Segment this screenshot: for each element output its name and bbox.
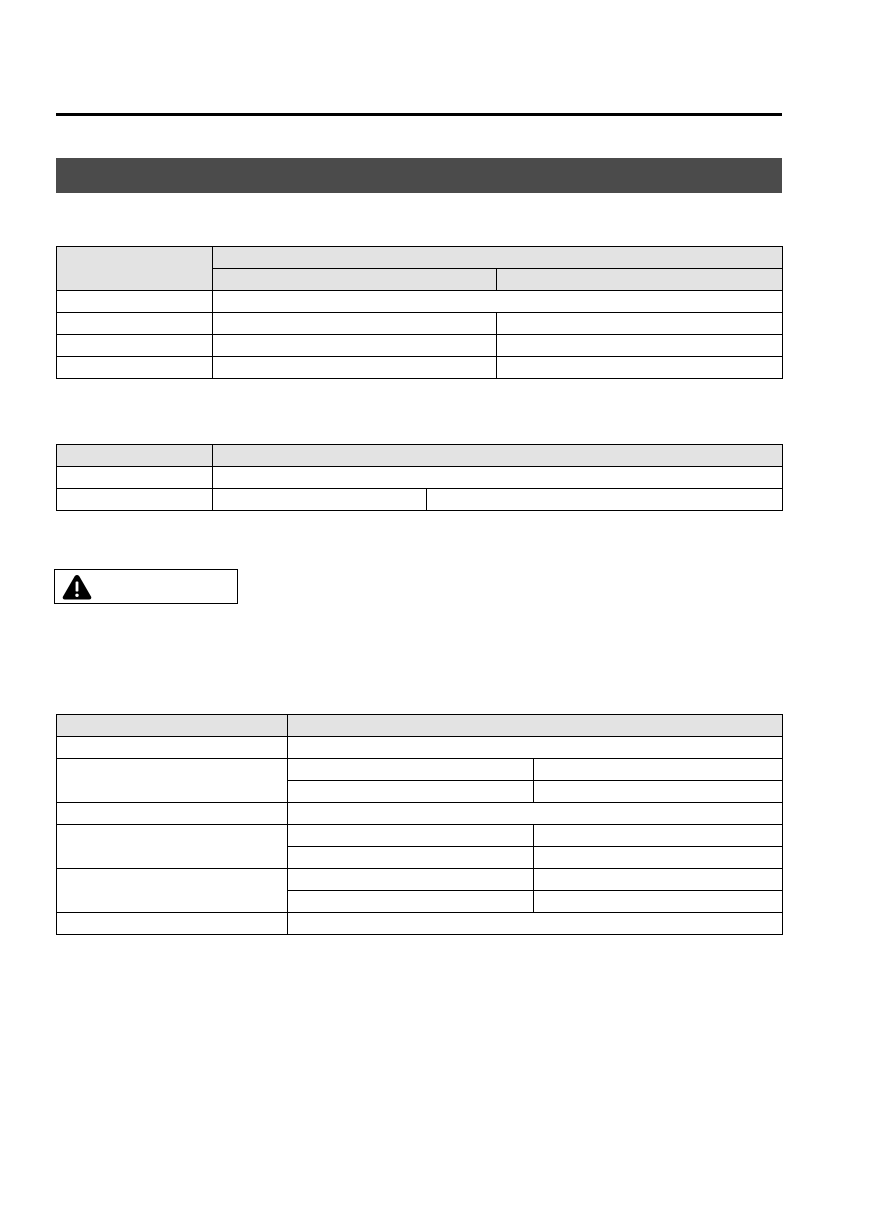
table-cell — [534, 781, 783, 803]
table-cell — [213, 357, 497, 379]
table-row — [57, 467, 783, 489]
table-row — [57, 759, 783, 781]
table-cell — [57, 357, 213, 379]
table-cell — [57, 869, 288, 913]
table-row — [57, 737, 783, 759]
warning-label — [54, 569, 238, 604]
spec-table-1 — [56, 246, 783, 379]
table-header-row — [57, 715, 783, 737]
table-header-cell — [497, 269, 783, 291]
table-cell — [288, 759, 534, 781]
table-row — [57, 825, 783, 847]
table-row — [57, 489, 783, 511]
table-cell — [57, 313, 213, 335]
table-cell — [213, 467, 783, 489]
table-row — [57, 869, 783, 891]
table-cell — [213, 313, 497, 335]
table-cell — [497, 313, 783, 335]
table-cell — [57, 803, 288, 825]
table-cell — [213, 335, 497, 357]
table-cell — [57, 913, 288, 935]
table-cell — [213, 291, 783, 313]
table-header-row — [57, 247, 783, 269]
table-row — [57, 803, 783, 825]
table-row — [57, 291, 783, 313]
spec-table-3 — [56, 714, 783, 935]
table-header-cell — [57, 715, 288, 737]
table-header-cell — [57, 445, 213, 467]
table-row — [57, 313, 783, 335]
table-cell — [288, 847, 534, 869]
table-cell — [427, 489, 783, 511]
table-cell — [288, 825, 534, 847]
table-cell — [57, 489, 213, 511]
table-cell — [534, 759, 783, 781]
table-cell — [288, 737, 783, 759]
warning-triangle-icon — [61, 573, 93, 601]
table-header-cell — [213, 269, 497, 291]
table-cell — [213, 489, 427, 511]
table-cell — [57, 291, 213, 313]
table-cell — [57, 737, 288, 759]
table-cell — [288, 781, 534, 803]
table-row — [57, 335, 783, 357]
table-cell — [288, 891, 534, 913]
table-header-cell — [213, 247, 783, 269]
table-cell — [288, 869, 534, 891]
table-cell — [497, 335, 783, 357]
section-title-bar — [56, 158, 782, 193]
table-cell — [57, 335, 213, 357]
table-cell — [57, 467, 213, 489]
table-cell — [57, 825, 288, 869]
table-cell — [534, 847, 783, 869]
spec-table-2 — [56, 444, 783, 511]
table-cell — [497, 357, 783, 379]
table-cell — [534, 825, 783, 847]
table-cell — [57, 759, 288, 803]
table-header-cell — [288, 715, 783, 737]
table-cell — [288, 913, 783, 935]
table-row — [57, 357, 783, 379]
table-header-cell — [213, 445, 783, 467]
table-header-row — [57, 445, 783, 467]
header-rule — [56, 113, 782, 116]
table-cell — [288, 803, 783, 825]
table-cell — [534, 869, 783, 891]
table-cell — [534, 891, 783, 913]
table-row — [57, 913, 783, 935]
table-header-cell — [57, 247, 213, 291]
